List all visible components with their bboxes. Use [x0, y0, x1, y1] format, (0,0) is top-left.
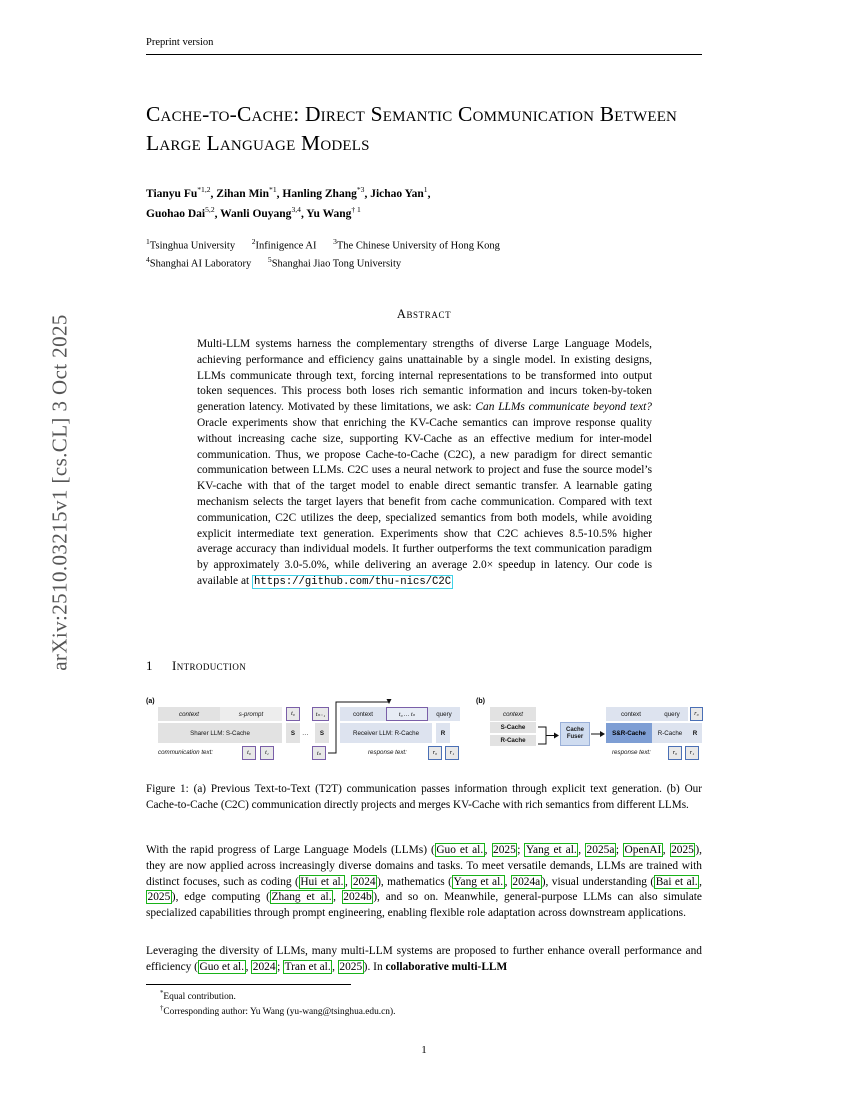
- panel-a-resp-r1: r₁: [445, 746, 459, 760]
- panel-b-context-band: context: [490, 707, 536, 721]
- panel-b-out-arrow: [590, 728, 606, 740]
- panel-b-resp-label: response text:: [612, 749, 651, 756]
- fuser-label-line2: Fuser: [566, 734, 584, 740]
- panel-a-s-cell-2: S: [315, 723, 329, 743]
- panel-a-resp-label: response text:: [368, 749, 407, 756]
- affil-marker: 2: [251, 237, 256, 246]
- panel-a-right-tokens: t₀ … tₙ: [386, 707, 428, 721]
- citation-link[interactable]: Hui et al.: [300, 875, 344, 888]
- footnote-text: Corresponding author: Yu Wang (yu-wang@tsinghua.edu.cn).: [163, 1007, 396, 1018]
- panel-a-receiver-llm: Receiver LLM: R-Cache: [340, 723, 432, 743]
- p1-text-1: With the rapid progress of Large Language Models (LLMs) (: [146, 844, 435, 856]
- affil-name: Shanghai Jiao Tong University: [271, 258, 402, 270]
- author-name: Tianyu Fu: [146, 187, 198, 200]
- citation-link[interactable]: 2025: [147, 891, 171, 904]
- citation-link[interactable]: Yang et al.: [525, 844, 577, 856]
- fuser-label-line1: Cache: [565, 727, 584, 734]
- panel-a-r-cell: R: [436, 723, 450, 743]
- citation-link[interactable]: 2025: [339, 960, 363, 973]
- citation-link[interactable]: Zhang et al.: [271, 891, 332, 904]
- panel-b-r-cache: R-Cache: [490, 735, 536, 746]
- author-affil-marker: † 1: [351, 204, 361, 214]
- intro-paragraph-1: With the rapid progress of Large Language Models (LLMs) ( Guo et al. , 2025 ; Yang et al. , 2025a ; OpenAI , 2025 ), they are now applied across increasingly diverse domains and tasks. To meet versatile demands, LLMs are trained with distinct focuses, such as coding ( Hui et al. , 2024 ), mathematics ( Yang et al. , 2024a ), visual understanding ( Bai et al. , 2025 ), edge computing ( Zhang et al. , 2024b ), and so on. Meanwhile, general-purpose LLMs can also simulate specialized capabilities through prompt engineering, enabling flexible role adaptation across downstream applications.: [146, 844, 703, 920]
- panel-a-comm-t1: t₁: [260, 746, 274, 760]
- panel-b-right-context: context: [606, 707, 656, 721]
- author-name: Wanli Ouyang: [220, 207, 292, 220]
- footnote-marker: *: [160, 990, 164, 997]
- author-affil-marker: 1: [423, 185, 428, 194]
- affil-name: Infinigence AI: [255, 240, 317, 252]
- page-column: [146, 0, 702, 1100]
- panel-a-comm-tn: tₙ: [312, 746, 326, 760]
- author-affil-marker: *1,2: [197, 185, 211, 194]
- author-name: Zihan Min: [216, 187, 270, 200]
- p1-text-2: ), they are now applied across increasingly diverse domains and tasks. To meet versatile demands, LLMs are trained with distinct focuses, such as coding (: [146, 844, 703, 888]
- citation-link[interactable]: 2024: [352, 875, 376, 888]
- code-url-link[interactable]: https://github.com/thu-nics/C2C: [254, 575, 452, 588]
- author-affil-marker: 3,4: [291, 204, 301, 214]
- panel-b-right-query: query: [656, 707, 688, 721]
- figure-panel-b: [476, 698, 702, 770]
- panel-a-context-band: context: [158, 707, 220, 721]
- abstract-text: [197, 337, 652, 590]
- author-affil-marker: 5,2: [205, 204, 215, 214]
- footnote-marker: †: [160, 1005, 164, 1013]
- section-heading: [146, 658, 246, 674]
- arxiv-stamp: arXiv:2510.03215v1 [cs.CL] 3 Oct 2025: [47, 314, 72, 671]
- p2-text-1: Leveraging the diversity of LLMs, many multi-LLM systems are proposed to further enhance overall performance and efficiency (: [146, 945, 702, 973]
- p1-text-3: ), mathematics (: [377, 875, 452, 888]
- affil-marker: 4: [146, 254, 150, 264]
- footnote-rule: [146, 984, 351, 985]
- citation-link[interactable]: Yang et al.: [453, 875, 504, 888]
- panel-b-cache-fuser: [560, 722, 590, 746]
- citation-link[interactable]: 2025: [493, 844, 516, 856]
- citation-link[interactable]: 2024a: [512, 875, 541, 888]
- panel-b-resp-r0: r₀: [668, 746, 682, 760]
- citation-link[interactable]: 2025: [671, 844, 694, 856]
- panel-b-right-r0: r₀: [690, 707, 703, 721]
- panel-b-sr-cache: S&R-Cache: [606, 723, 652, 743]
- author-name: Guohao Dai: [146, 207, 206, 220]
- citation-link[interactable]: Tran et al.: [284, 960, 331, 973]
- figure-1: [146, 698, 702, 770]
- p2-text-2: ). In: [363, 960, 386, 973]
- panel-b-label: (b): [476, 698, 485, 705]
- panel-a-token-first: t₀: [286, 707, 300, 721]
- affil-name: Tsinghua University: [149, 240, 236, 252]
- affil-name: Shanghai AI Laboratory: [149, 258, 252, 270]
- citation-link[interactable]: 2025a: [586, 844, 615, 856]
- citation-link[interactable]: Guo et al.: [199, 960, 245, 973]
- panel-b-r-cell: R: [688, 723, 702, 743]
- p1-text-4: ), visual understanding (: [541, 875, 655, 888]
- affil-marker: 5: [267, 254, 272, 264]
- panel-a-resp-r0: r₀: [428, 746, 442, 760]
- page-title: Cache-to-Cache: Direct Semantic Communication Between Large Language Models: [146, 102, 678, 156]
- footnote-list: [160, 989, 700, 1019]
- abstract-heading: Abstract: [396, 307, 452, 321]
- section-title: Introduction: [172, 658, 247, 673]
- panel-a-ellipsis-1: …: [302, 730, 309, 737]
- author-list: Tianyu Fu$^{*1,2}$, Zihan Min$^{*1}$, Hanling Zhang$^{*3}$, Jichao Yan$^1$, Guohao Dai$^{5,2}$, Wanli Ouyang$^{3,4}$, Yu Wang$^{\dagger 1}$: [146, 185, 431, 220]
- page-number: 1: [421, 1044, 427, 1056]
- panel-a-sharer-llm: Sharer LLM: S-Cache: [158, 723, 282, 743]
- panel-b-r-cache-right: R-Cache: [652, 723, 688, 743]
- citation-link[interactable]: Guo et al.: [436, 844, 484, 856]
- affil-marker: 3: [333, 237, 337, 246]
- author-affil-marker: *1: [269, 185, 277, 194]
- panel-b-s-cache: S-Cache: [490, 722, 536, 733]
- panel-b-merge-arrow: [536, 718, 560, 752]
- p2-bold-term: collaborative multi-LLM: [385, 960, 508, 973]
- intro-paragraph-2: Leveraging the diversity of LLMs, many multi-LLM systems are proposed to further enhance overall performance and efficiency ( Guo et al. , 2024 ; Tran et al. , 2025 ). In collaborative multi-LLM: [146, 945, 702, 973]
- panel-a-right-query: query: [428, 707, 460, 721]
- author-name: Jichao Yan: [370, 187, 424, 200]
- figure-panel-a: [146, 698, 462, 770]
- citation-link[interactable]: OpenAI: [624, 844, 662, 856]
- citation-link[interactable]: 2024: [252, 960, 276, 973]
- citation-link[interactable]: Bai et al.: [655, 875, 698, 888]
- author-name: Hanling Zhang: [282, 187, 357, 200]
- panel-b-resp-r1: r₁: [685, 746, 699, 760]
- author-name: Yu Wang: [306, 207, 352, 220]
- figure-caption: Figure 1: (a) Previous Text-to-Text (T2T) communication passes information through explicit text generation. (b) Our Cache-to-Cache (C2C) communication directly projects and merges KV-Cache with rich semantics from different LLMs.: [146, 783, 702, 811]
- citation-link[interactable]: 2024b: [343, 891, 372, 904]
- running-head: Preprint version: [146, 37, 214, 48]
- panel-a-label: (a): [146, 698, 155, 705]
- author-affil-marker: *3: [356, 185, 365, 194]
- affil-name: The Chinese University of Hong Kong: [336, 240, 500, 252]
- panel-a-comm-t0: t₀: [242, 746, 256, 760]
- footnote-text: Equal contribution.: [163, 992, 236, 1003]
- header-rule: [146, 54, 702, 55]
- panel-a-right-context: context: [340, 707, 386, 721]
- affiliation-list: [146, 236, 702, 271]
- abstract-question: Can LLMs communicate beyond text?: [475, 401, 652, 414]
- abstract-part-2: Oracle experiments show that enriching the KV-Cache semantics can improve response quality without increasing cache size, supporting KV-Cache as an effective medium for inter-model communication. Thus, we propose Cache-to-Cache (C2C), a new paradigm for direct semantic communication between LLMs. C2C uses a neural network to project and fuse the source model’s KV-cache with that of the target model to enable direct semantic transfer. A learnable gating mechanism selects the target layers that benefit from cache communication. Compared with text communication, C2C utilizes the deep, specialized semantics from both models, while avoiding explicit intermediate text generation. Experiments show that C2C achieves 8.5-10.5% higher average accuracy than individual models. It further outperforms the text communication paradigm by approximately 3.0-5.0%, while delivering an average 2.0× speedup in latency. Our code is available at: [197, 416, 652, 587]
- panel-a-token-last: tₙ₋₁: [312, 707, 329, 721]
- panel-a-comm-label: communication text:: [158, 749, 214, 756]
- affil-marker: 1: [146, 237, 150, 246]
- p1-text-5: ), edge computing (: [171, 891, 270, 904]
- panel-a-s-cell-1: S: [286, 723, 300, 743]
- section-number: 1: [146, 658, 153, 673]
- p1-text-6: ), and so on. Meanwhile, general-purpose LLMs can also simulate specialized capabilities through prompt engineering, enabling flexible role adaptation across downstream applications.: [146, 891, 702, 920]
- panel-a-sprompt-band: s-prompt: [220, 707, 282, 721]
- abstract-part-1: Multi-LLM systems harness the complementary strengths of diverse Large Language Models, achieving performance and efficiency gains unattainable by a single model. In existing designs, LLMs communicate through text, forcing internal representations to be transformed into output token sequences. This process both loses rich semantic information and incurs token-by-token generation latency. Motivated by these limitations, we ask:: [197, 338, 652, 414]
